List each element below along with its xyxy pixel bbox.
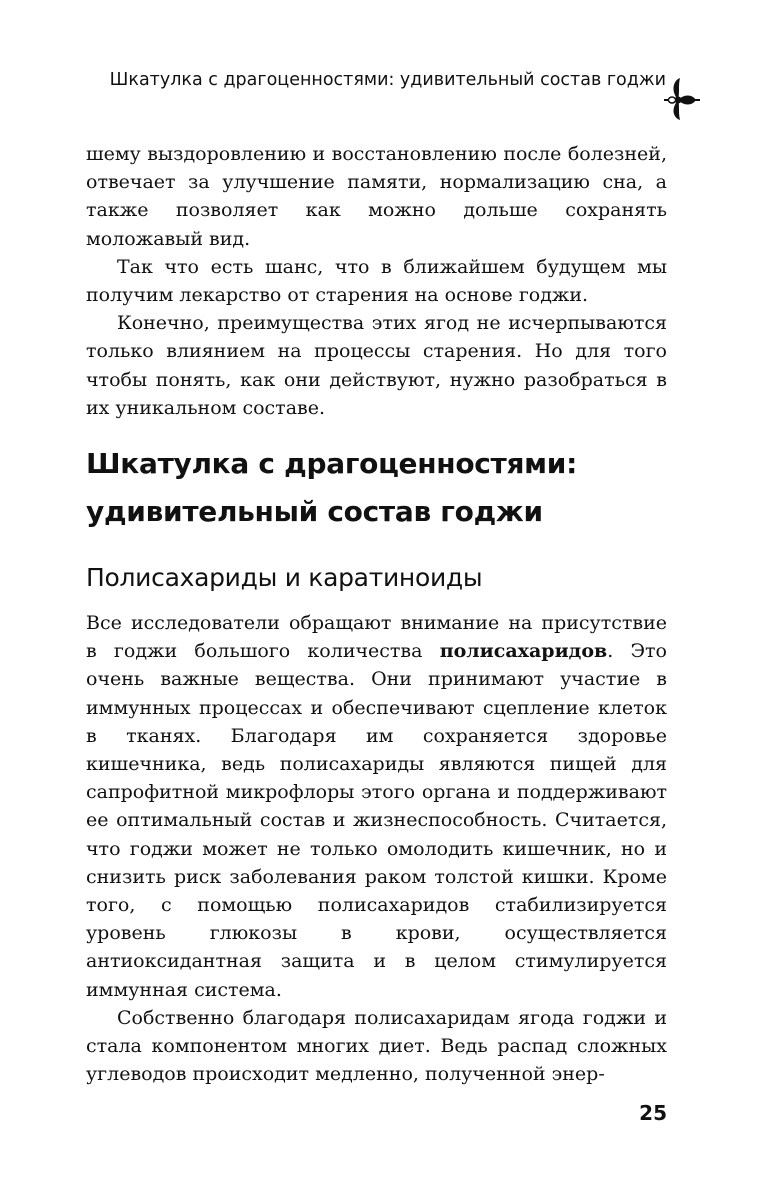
floral-ornament-icon — [662, 76, 702, 120]
section-heading-line: удивительный состав годжи — [86, 495, 543, 528]
paragraph: шему выздоровлению и восстановлению после болезней, отвечает за улучшение памяти, нормализацию сна, а также позволяет как можно дольше сохранять моложавый вид. — [86, 143, 667, 250]
paragraph: Собственно благодаря полисахаридам ягода годжи и стала компонентом многих диет. Ведь распад сложных углеводов происходит медленно, полученной энер- — [86, 1006, 667, 1086]
page-number: 25 — [639, 1101, 667, 1125]
text-run: . Это очень важные вещества. Они принимают участие в иммунных процессах и обеспечивают сцепление клеток в тканях. Благодаря им сохраняется здоровье кишечника, ведь полисахариды являются пищей для сапрофитной микрофлоры этого органа и поддерживают ее оптимальный состав и жизнеспособность. Считается, что годжи может не только омолодить кишечник, но и снизить риск заболевания раком толстой кишки. Кроме того, с помощью полисахаридов стабилизируется уровень глюкозы в крови, осуществляется антиоксидантная защита и в целом стимулируется иммунная система. — [86, 640, 667, 1001]
paragraph: Так что есть шанс, что в ближайшем будущем мы получим лекарство от старения на основе годжи. — [86, 255, 667, 307]
paragraph: Конечно, преимущества этих ягод не исчерпываются только влиянием на процессы старения. Но для того чтобы понять, как они действуют, нужно разобраться в их уникальном составе. — [86, 312, 667, 419]
paragraph — [86, 609, 667, 1004]
running-head: Шкатулка с драгоценностями: удивительный состав годжи — [109, 70, 666, 90]
intro-text — [86, 140, 667, 422]
section-heading — [86, 440, 686, 536]
subsection-heading: Полисахариды и каратиноиды — [86, 563, 483, 592]
bold-term: полисахаридов — [439, 640, 608, 663]
text-run: Все исследователи обращают внимание на присутствие в годжи большого количества — [86, 612, 667, 663]
section-heading-line: Шкатулка с драгоценностями: — [86, 447, 577, 480]
section-text — [86, 609, 667, 1088]
